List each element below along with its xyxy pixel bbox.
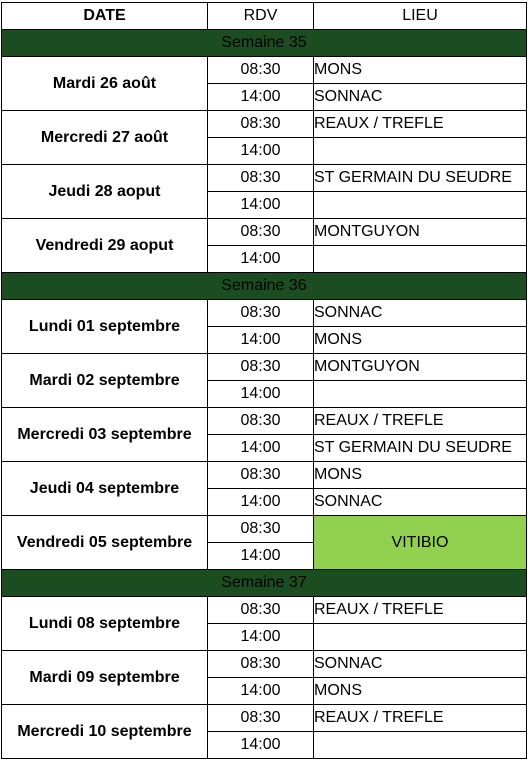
time-cell[interactable]: 14:00 bbox=[208, 327, 314, 354]
time-cell[interactable]: 08:30 bbox=[208, 111, 314, 138]
week-header[interactable]: Semaine 35 bbox=[2, 30, 527, 57]
table-row bbox=[2, 597, 527, 624]
location-cell[interactable]: MONS bbox=[314, 327, 527, 354]
day-cell[interactable]: Vendredi 29 aoput bbox=[2, 219, 208, 273]
location-cell[interactable]: REAUX / TREFLE bbox=[314, 408, 527, 435]
table-row bbox=[2, 354, 527, 381]
time-cell[interactable]: 08:30 bbox=[208, 219, 314, 246]
day-cell[interactable]: Mardi 02 septembre bbox=[2, 354, 208, 408]
day-cell[interactable]: Vendredi 05 septembre bbox=[2, 516, 208, 570]
time-cell[interactable]: 08:30 bbox=[208, 651, 314, 678]
table-row bbox=[2, 651, 527, 678]
time-cell[interactable]: 08:30 bbox=[208, 462, 314, 489]
time-cell[interactable]: 14:00 bbox=[208, 678, 314, 705]
day-cell[interactable]: Lundi 01 septembre bbox=[2, 300, 208, 354]
header-date[interactable]: DATE bbox=[2, 3, 208, 30]
location-cell[interactable]: MONS bbox=[314, 678, 527, 705]
location-cell[interactable]: SONNAC bbox=[314, 300, 527, 327]
location-cell[interactable]: REAUX / TREFLE bbox=[314, 705, 527, 732]
time-cell[interactable]: 14:00 bbox=[208, 624, 314, 651]
time-cell[interactable]: 14:00 bbox=[208, 543, 314, 570]
time-cell[interactable]: 08:30 bbox=[208, 408, 314, 435]
location-cell[interactable] bbox=[314, 192, 527, 219]
location-cell[interactable]: MONS bbox=[314, 462, 527, 489]
table-row bbox=[2, 462, 527, 489]
table-row bbox=[2, 219, 527, 246]
time-cell[interactable]: 08:30 bbox=[208, 57, 314, 84]
location-cell[interactable]: SONNAC bbox=[314, 84, 527, 111]
week-row bbox=[2, 570, 527, 597]
location-cell[interactable] bbox=[314, 381, 527, 408]
time-cell[interactable]: 14:00 bbox=[208, 435, 314, 462]
week-row bbox=[2, 30, 527, 57]
day-cell[interactable]: Mercredi 03 septembre bbox=[2, 408, 208, 462]
location-cell[interactable]: MONTGUYON bbox=[314, 219, 527, 246]
table-row bbox=[2, 300, 527, 327]
day-cell[interactable]: Mercredi 27 août bbox=[2, 111, 208, 165]
table-row bbox=[2, 705, 527, 732]
day-cell[interactable]: Jeudi 28 aoput bbox=[2, 165, 208, 219]
time-cell[interactable]: 08:30 bbox=[208, 705, 314, 732]
time-cell[interactable]: 14:00 bbox=[208, 84, 314, 111]
day-cell[interactable]: Mardi 26 août bbox=[2, 57, 208, 111]
header-row bbox=[2, 3, 527, 30]
time-cell[interactable]: 08:30 bbox=[208, 300, 314, 327]
location-cell-highlight[interactable]: VITIBIO bbox=[314, 516, 527, 570]
location-cell[interactable] bbox=[314, 246, 527, 273]
location-cell[interactable] bbox=[314, 732, 527, 759]
location-cell[interactable]: REAUX / TREFLE bbox=[314, 597, 527, 624]
week-header[interactable]: Semaine 36 bbox=[2, 273, 527, 300]
location-cell[interactable] bbox=[314, 138, 527, 165]
time-cell[interactable]: 14:00 bbox=[208, 192, 314, 219]
table-row bbox=[2, 165, 527, 192]
location-cell[interactable]: SONNAC bbox=[314, 489, 527, 516]
schedule-body bbox=[2, 30, 527, 759]
location-cell[interactable]: ST GERMAIN DU SEUDRE bbox=[314, 165, 527, 192]
time-cell[interactable]: 14:00 bbox=[208, 381, 314, 408]
table-row bbox=[2, 516, 527, 543]
week-header[interactable]: Semaine 37 bbox=[2, 570, 527, 597]
time-cell[interactable]: 08:30 bbox=[208, 165, 314, 192]
location-cell[interactable]: ST GERMAIN DU SEUDRE bbox=[314, 435, 527, 462]
header-rdv[interactable]: RDV bbox=[208, 3, 314, 30]
header-lieu[interactable]: LIEU bbox=[314, 3, 527, 30]
location-cell[interactable]: MONTGUYON bbox=[314, 354, 527, 381]
day-cell[interactable]: Mercredi 10 septembre bbox=[2, 705, 208, 759]
table-row bbox=[2, 111, 527, 138]
location-cell[interactable] bbox=[314, 624, 527, 651]
location-cell[interactable]: SONNAC bbox=[314, 651, 527, 678]
location-cell[interactable]: REAUX / TREFLE bbox=[314, 111, 527, 138]
time-cell[interactable]: 14:00 bbox=[208, 246, 314, 273]
time-cell[interactable]: 14:00 bbox=[208, 732, 314, 759]
time-cell[interactable]: 08:30 bbox=[208, 354, 314, 381]
location-cell[interactable]: MONS bbox=[314, 57, 527, 84]
day-cell[interactable]: Mardi 09 septembre bbox=[2, 651, 208, 705]
table-row bbox=[2, 57, 527, 84]
week-row bbox=[2, 273, 527, 300]
day-cell[interactable]: Jeudi 04 septembre bbox=[2, 462, 208, 516]
table-row bbox=[2, 408, 527, 435]
time-cell[interactable]: 14:00 bbox=[208, 138, 314, 165]
time-cell[interactable]: 08:30 bbox=[208, 516, 314, 543]
time-cell[interactable]: 08:30 bbox=[208, 597, 314, 624]
schedule-table bbox=[1, 2, 527, 759]
time-cell[interactable]: 14:00 bbox=[208, 489, 314, 516]
day-cell[interactable]: Lundi 08 septembre bbox=[2, 597, 208, 651]
